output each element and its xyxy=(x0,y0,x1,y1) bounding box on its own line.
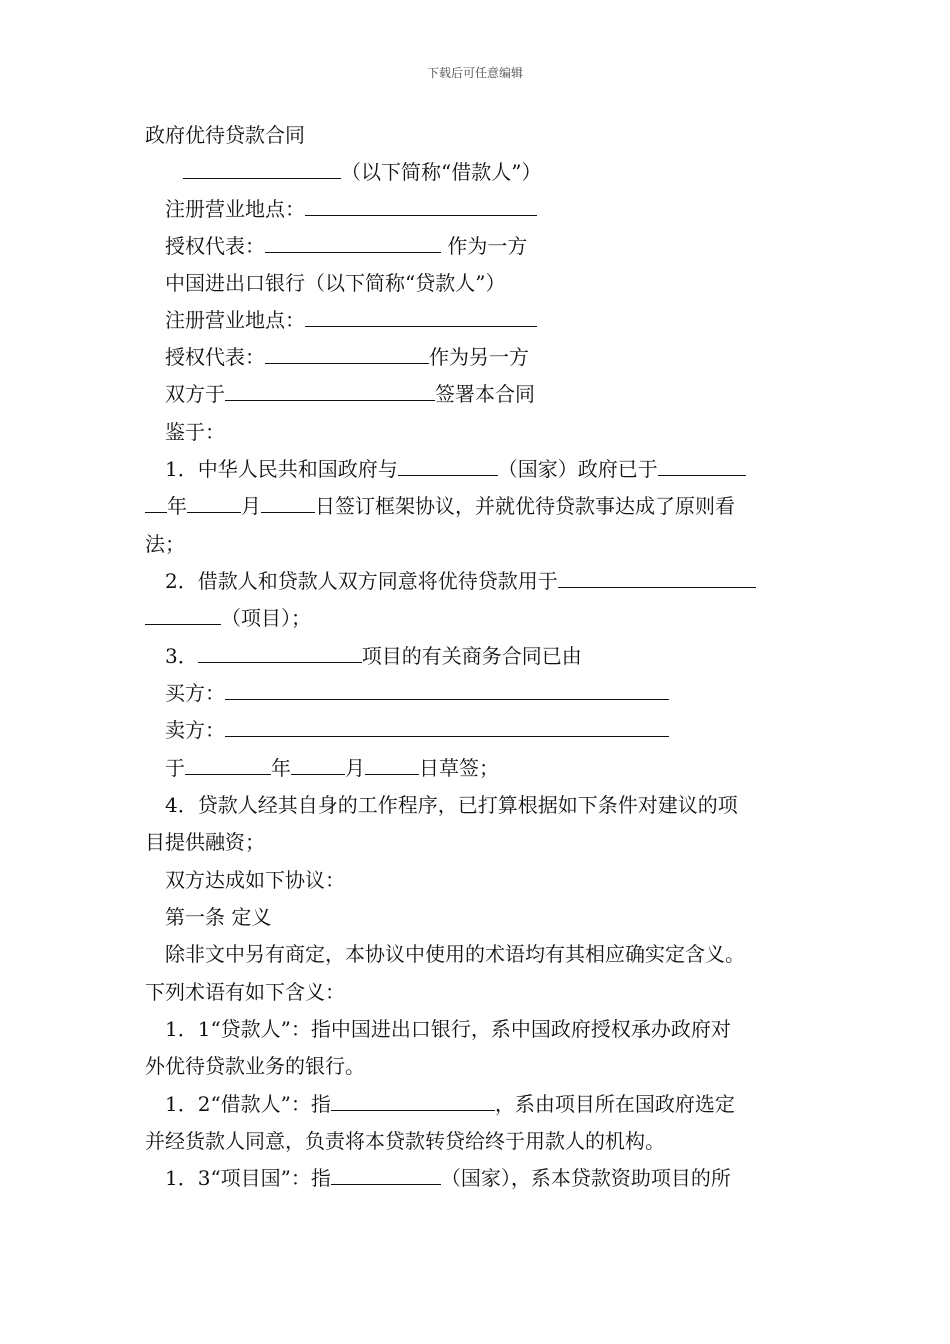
definition-2-line-1: 1．2“借款人”：指 ，系由项目所在国政府选定 xyxy=(165,1092,735,1116)
buyer-line: 买方： xyxy=(165,679,669,707)
definition-1-line-1: 1．1“贷款人”：指中国进出口银行，系中国政府授权承办政府对 xyxy=(165,1017,731,1041)
seller-line: 卖方： xyxy=(165,716,669,744)
initialed-date-line: 于 年 月 日草签； xyxy=(165,756,499,780)
country-blank[interactable] xyxy=(398,455,498,476)
seller-blank[interactable] xyxy=(225,716,669,737)
whereas-heading: 鉴于： xyxy=(165,420,225,444)
lender-line: 中国进出口银行（以下简称“贷款人”） xyxy=(165,271,506,295)
borrower-rep-line: 授权代表： 作为一方 xyxy=(165,234,528,258)
borrower-line: （以下简称“借款人”） xyxy=(183,158,541,186)
framework-year-blank-a[interactable] xyxy=(658,455,746,476)
page-header: 下载后可任意编辑 xyxy=(426,66,523,80)
item-2-line-1: 2．借款人和贷款人双方同意将优待贷款用于 xyxy=(165,567,756,595)
lender-address-blank[interactable] xyxy=(305,306,537,327)
framework-month-blank[interactable] xyxy=(187,492,241,513)
item-2-line-2: （项目）； xyxy=(145,604,311,632)
item-1-line-3: 法； xyxy=(145,532,185,556)
lender-rep-blank[interactable] xyxy=(265,343,429,364)
initialed-month-blank[interactable] xyxy=(291,754,345,775)
article-1-heading: 第一条 定义 xyxy=(165,905,272,929)
item-3-line: 3． 项目的有关商务合同已由 xyxy=(165,644,582,668)
item-4-line-1: 4．贷款人经其自身的工作程序，已打算根据如下条件对建议的项 xyxy=(165,793,738,817)
item-1-line-1: 1．中华人民共和国政府与 （国家）政府已于 xyxy=(165,455,746,483)
definitions-intro-line-1: 除非文中另有商定，本协议中使用的术语均有其相应确实定含义。 xyxy=(165,942,745,966)
framework-year-blank-b[interactable] xyxy=(145,492,167,513)
lender-address-line: 注册营业地点： xyxy=(165,306,537,334)
definitions-intro-line-2: 下列术语有如下含义： xyxy=(145,980,345,1004)
agreement-line: 双方达成如下协议： xyxy=(165,868,345,892)
contract-title: 政府优待贷款合同 xyxy=(145,123,305,147)
definition-1-line-2: 外优待贷款业务的银行。 xyxy=(145,1054,365,1078)
loan-purpose-blank-a[interactable] xyxy=(558,567,756,588)
initialed-day-blank[interactable] xyxy=(365,754,419,775)
borrower-definition-blank[interactable] xyxy=(331,1090,495,1111)
lender-rep-line: 授权代表： 作为另一方 xyxy=(165,345,529,369)
item-1-line-2: 年 月 日签订框架协议，并就优待贷款事达成了原则看 xyxy=(145,492,735,520)
item-4-line-2: 目提供融资； xyxy=(145,830,265,854)
buyer-blank[interactable] xyxy=(225,679,669,700)
borrower-address-line: 注册营业地点： xyxy=(165,195,537,223)
project-name-blank[interactable] xyxy=(198,642,362,663)
borrower-address-blank[interactable] xyxy=(305,195,537,216)
definition-3-line-1: 1．3“项目国”：指 （国家），系本贷款资助项目的所 xyxy=(165,1166,731,1190)
signing-line: 双方于 签署本合同 xyxy=(165,382,535,406)
signing-date-blank[interactable] xyxy=(225,380,435,401)
borrower-name-blank[interactable] xyxy=(183,158,341,179)
borrower-rep-blank[interactable] xyxy=(265,232,441,253)
project-country-blank[interactable] xyxy=(331,1164,441,1185)
framework-day-blank[interactable] xyxy=(261,492,315,513)
loan-purpose-blank-b[interactable] xyxy=(145,604,221,625)
initialed-year-blank[interactable] xyxy=(185,754,271,775)
definition-2-line-2: 并经货款人同意，负责将本贷款转贷给终于用款人的机构。 xyxy=(145,1129,665,1153)
